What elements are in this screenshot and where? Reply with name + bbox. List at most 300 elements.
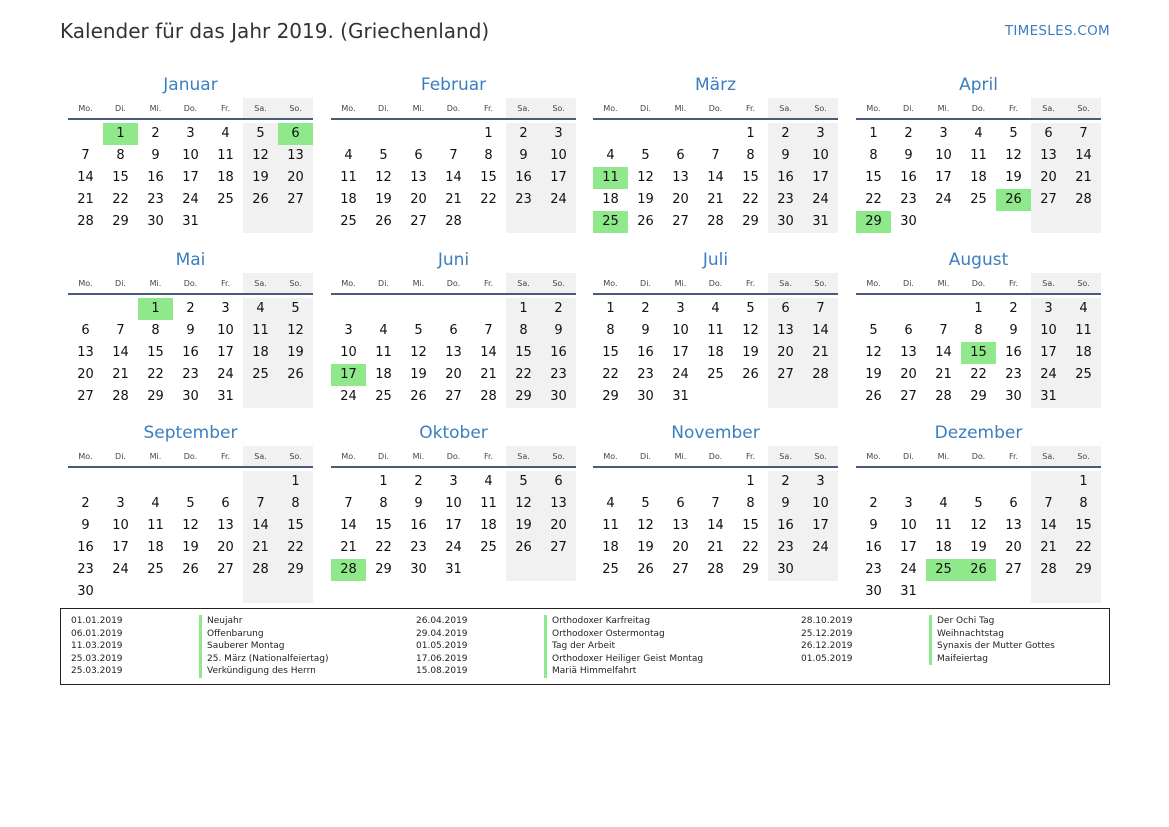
day-cell: 21: [77, 192, 94, 207]
day-cell: 7: [81, 148, 90, 163]
day-cell: 18: [147, 540, 164, 555]
empty-day-cell: [506, 559, 541, 581]
empty-day-cell: [541, 211, 576, 233]
week-row: [856, 342, 1101, 364]
day-cell: 16: [182, 345, 199, 360]
weekday-label: Sa.: [506, 98, 541, 118]
day-cell: 2: [506, 123, 541, 145]
day-cell: 16: [865, 540, 882, 555]
day-cell: 1: [746, 474, 755, 489]
weekday-label: Di.: [903, 452, 914, 461]
day-cell: 4: [606, 496, 615, 511]
day-cell: 14: [1031, 515, 1066, 537]
holiday-date: 26.12.2019: [801, 641, 853, 651]
weekday-label: Mo.: [866, 279, 881, 288]
day-cell: 2: [768, 123, 803, 145]
day-cell: 27: [768, 364, 803, 386]
day-cell: 2: [541, 298, 576, 320]
day-cell: 24: [900, 562, 917, 577]
weekday-header: [856, 446, 1101, 468]
day-cell: 14: [112, 345, 129, 360]
holiday-name: Orthodoxer Karfreitag: [544, 615, 650, 628]
empty-day-cell: [856, 298, 891, 320]
holiday-day-cell: 26: [996, 189, 1031, 211]
week-row: [331, 493, 576, 515]
holiday-day-cell: 15: [961, 342, 996, 364]
day-cell: 21: [1066, 167, 1101, 189]
day-cell: 10: [803, 145, 838, 167]
empty-day-cell: [698, 123, 733, 145]
day-cell: 2: [869, 496, 878, 511]
weekday-label: Fr.: [483, 104, 494, 113]
holiday-day-cell: 1: [103, 123, 138, 145]
empty-day-cell: [803, 559, 838, 581]
day-cell: 12: [1005, 148, 1022, 163]
day-cell: 18: [970, 170, 987, 185]
day-cell: 18: [340, 192, 357, 207]
week-row: [856, 537, 1101, 559]
weekday-header: [331, 98, 576, 120]
day-cell: 17: [217, 345, 234, 360]
week-row: [331, 471, 576, 493]
day-cell: 28: [1031, 559, 1066, 581]
day-cell: 30: [77, 584, 94, 599]
empty-day-cell: [278, 581, 313, 603]
weekday-label: Sa.: [243, 446, 278, 466]
day-cell: 25: [375, 389, 392, 404]
weekday-label: Do.: [183, 104, 198, 113]
month-2: [331, 72, 576, 233]
day-cell: 2: [81, 496, 90, 511]
day-cell: 29: [147, 389, 164, 404]
day-cell: 30: [147, 214, 164, 229]
day-cell: 11: [602, 518, 619, 533]
day-cell: 10: [900, 518, 917, 533]
day-cell: 25: [970, 192, 987, 207]
day-cell: 25: [340, 214, 357, 229]
day-cell: 3: [541, 123, 576, 145]
day-cell: 19: [637, 192, 654, 207]
weekday-label: Mi.: [412, 104, 425, 113]
day-cell: 17: [803, 167, 838, 189]
weekday-header: [68, 273, 313, 295]
week-row: [856, 320, 1101, 342]
holiday-entry: [416, 653, 703, 666]
weekday-label: Sa.: [768, 446, 803, 466]
day-cell: 20: [77, 367, 94, 382]
empty-day-cell: [471, 211, 506, 233]
day-cell: 27: [672, 562, 689, 577]
day-cell: 23: [1005, 367, 1022, 382]
day-cell: 10: [803, 493, 838, 515]
day-cell: 30: [1005, 389, 1022, 404]
weekday-label: Sa.: [1031, 446, 1066, 466]
day-cell: 22: [480, 192, 497, 207]
day-cell: 11: [707, 323, 724, 338]
day-cell: 13: [410, 170, 427, 185]
week-row: [856, 471, 1101, 493]
month-1: [68, 72, 313, 233]
empty-day-cell: [996, 471, 1031, 493]
week-row: [68, 189, 313, 211]
empty-day-cell: [138, 581, 173, 603]
holiday-name: Neujahr: [199, 615, 242, 628]
day-cell: 26: [637, 562, 654, 577]
holiday-list: [60, 608, 1110, 685]
day-cell: 22: [742, 192, 759, 207]
holiday-name: 25. März (Nationalfeiertag): [199, 653, 328, 666]
empty-day-cell: [733, 386, 768, 408]
month-6: [331, 247, 576, 408]
day-cell: 21: [480, 367, 497, 382]
week-row: [856, 493, 1101, 515]
day-cell: 27: [217, 562, 234, 577]
day-cell: 3: [1031, 298, 1066, 320]
weekday-label: So.: [803, 98, 838, 118]
holiday-entry: [416, 628, 703, 641]
holiday-name: Orthodoxer Heiliger Geist Montag: [544, 653, 703, 666]
day-cell: 7: [1066, 123, 1101, 145]
weekday-label: Do.: [708, 279, 723, 288]
day-cell: 14: [1066, 145, 1101, 167]
day-cell: 17: [445, 518, 462, 533]
day-cell: 29: [970, 389, 987, 404]
weekday-label: Fr.: [1008, 104, 1019, 113]
day-cell: 19: [410, 367, 427, 382]
day-cell: 22: [278, 537, 313, 559]
month-name: Juni: [437, 250, 470, 270]
day-cell: 1: [606, 301, 615, 316]
holiday-day-cell: 6: [278, 123, 313, 145]
day-cell: 16: [541, 342, 576, 364]
brand-link[interactable]: TIMESLES.COM: [1004, 23, 1110, 39]
day-cell: 10: [182, 148, 199, 163]
day-cell: 6: [81, 323, 90, 338]
day-cell: 3: [116, 496, 125, 511]
weekday-label: Sa.: [1031, 98, 1066, 118]
weekday-label: Di.: [640, 104, 651, 113]
day-cell: 21: [707, 192, 724, 207]
week-row: [856, 145, 1101, 167]
day-cell: 22: [147, 367, 164, 382]
week-row: [593, 493, 838, 515]
week-row: [856, 515, 1101, 537]
empty-day-cell: [243, 211, 278, 233]
day-cell: 2: [414, 474, 423, 489]
day-cell: 6: [676, 148, 685, 163]
day-cell: 30: [541, 386, 576, 408]
empty-day-cell: [173, 471, 208, 493]
weekday-label: Sa.: [506, 446, 541, 466]
day-cell: 9: [81, 518, 90, 533]
day-cell: 26: [375, 214, 392, 229]
empty-day-cell: [243, 581, 278, 603]
weekday-label: Mo.: [341, 104, 356, 113]
day-cell: 29: [1066, 559, 1101, 581]
holiday-entry: [801, 640, 1055, 653]
weekday-label: Di.: [640, 452, 651, 461]
day-cell: 16: [506, 167, 541, 189]
week-row: [68, 537, 313, 559]
holiday-day-cell: 1: [138, 298, 173, 320]
holiday-name: Verkündigung des Herrn: [199, 665, 316, 678]
month-name: November: [671, 423, 760, 443]
day-cell: 7: [116, 323, 125, 338]
weekday-label: So.: [541, 446, 576, 466]
day-cell: 22: [112, 192, 129, 207]
day-cell: 15: [112, 170, 129, 185]
empty-day-cell: [926, 581, 961, 603]
day-cell: 9: [541, 320, 576, 342]
week-row: [68, 145, 313, 167]
day-cell: 14: [340, 518, 357, 533]
day-cell: 5: [506, 471, 541, 493]
week-row: [68, 123, 313, 145]
holiday-day-cell: 25: [926, 559, 961, 581]
day-cell: 10: [1031, 320, 1066, 342]
empty-day-cell: [926, 211, 961, 233]
week-row: [331, 515, 576, 537]
day-cell: 11: [340, 170, 357, 185]
week-row: [856, 364, 1101, 386]
day-cell: 16: [1005, 345, 1022, 360]
day-cell: 10: [112, 518, 129, 533]
day-cell: 20: [672, 540, 689, 555]
day-cell: 3: [904, 496, 913, 511]
day-cell: 7: [484, 323, 493, 338]
holiday-name: Der Ochi Tag: [929, 615, 994, 628]
day-cell: 12: [742, 323, 759, 338]
empty-day-cell: [803, 386, 838, 408]
day-cell: 8: [869, 148, 878, 163]
day-cell: 21: [243, 537, 278, 559]
day-cell: 13: [672, 518, 689, 533]
holiday-name: Tag der Arbeit: [544, 640, 615, 653]
weekday-label: Do.: [971, 104, 986, 113]
day-cell: 15: [480, 170, 497, 185]
week-row: [593, 167, 838, 189]
day-cell: 28: [707, 562, 724, 577]
day-cell: 22: [506, 364, 541, 386]
weekday-header: [856, 273, 1101, 295]
day-cell: 29: [506, 386, 541, 408]
empty-day-cell: [243, 471, 278, 493]
day-cell: 31: [217, 389, 234, 404]
holiday-entry: [801, 615, 1055, 628]
week-row: [68, 342, 313, 364]
weekday-label: So.: [803, 446, 838, 466]
day-cell: 19: [742, 345, 759, 360]
weekday-label: Mo.: [603, 452, 618, 461]
empty-day-cell: [856, 471, 891, 493]
month-4: [856, 72, 1101, 233]
day-cell: 8: [379, 496, 388, 511]
day-cell: 13: [1005, 518, 1022, 533]
day-cell: 2: [904, 126, 913, 141]
weekday-label: Fr.: [745, 452, 756, 461]
empty-day-cell: [541, 559, 576, 581]
weekday-label: Fr.: [483, 279, 494, 288]
month-3: [593, 72, 838, 233]
day-cell: 23: [147, 192, 164, 207]
day-cell: 1: [379, 474, 388, 489]
week-row: [68, 515, 313, 537]
day-cell: 13: [445, 345, 462, 360]
day-cell: 13: [1031, 145, 1066, 167]
holiday-date: 28.10.2019: [801, 616, 853, 626]
day-cell: 15: [865, 170, 882, 185]
week-row: [593, 342, 838, 364]
day-cell: 17: [541, 167, 576, 189]
week-row: [593, 123, 838, 145]
empty-day-cell: [1066, 386, 1101, 408]
weekday-label: Mi.: [412, 279, 425, 288]
day-cell: 1: [1066, 471, 1101, 493]
day-cell: 18: [707, 345, 724, 360]
day-cell: 8: [116, 148, 125, 163]
weekday-label: Do.: [446, 452, 461, 461]
day-cell: 28: [1066, 189, 1101, 211]
day-cell: 13: [900, 345, 917, 360]
empty-day-cell: [996, 211, 1031, 233]
holiday-day-cell: 11: [593, 167, 628, 189]
day-cell: 13: [672, 170, 689, 185]
holiday-name: Weihnachtstag: [929, 628, 1004, 641]
day-cell: 20: [278, 167, 313, 189]
weekday-header: [593, 98, 838, 120]
day-cell: 24: [182, 192, 199, 207]
week-row: [593, 145, 838, 167]
day-cell: 25: [147, 562, 164, 577]
weekday-label: Fr.: [1008, 452, 1019, 461]
day-cell: 11: [970, 148, 987, 163]
empty-day-cell: [996, 581, 1031, 603]
holiday-name: Synaxis der Mutter Gottes: [929, 640, 1055, 653]
weekday-label: Fr.: [220, 104, 231, 113]
weekday-header: [331, 273, 576, 295]
day-cell: 4: [939, 496, 948, 511]
day-cell: 8: [746, 496, 755, 511]
day-cell: 12: [637, 170, 654, 185]
day-cell: 5: [641, 148, 650, 163]
month-8: [856, 247, 1101, 408]
holiday-day-cell: 28: [331, 559, 366, 581]
day-cell: 31: [803, 211, 838, 233]
week-row: [593, 471, 838, 493]
weekday-label: Do.: [971, 452, 986, 461]
day-cell: 13: [217, 518, 234, 533]
month-name: Mai: [175, 250, 206, 270]
day-cell: 31: [445, 562, 462, 577]
day-cell: 15: [742, 170, 759, 185]
holiday-date: 17.06.2019: [416, 653, 468, 664]
day-cell: 18: [602, 192, 619, 207]
empty-day-cell: [331, 471, 366, 493]
week-row: [593, 515, 838, 537]
empty-day-cell: [1031, 211, 1066, 233]
day-cell: 20: [900, 367, 917, 382]
weekday-label: Mi.: [149, 104, 162, 113]
day-cell: 24: [340, 389, 357, 404]
weekday-label: Di.: [378, 279, 389, 288]
day-cell: 2: [186, 301, 195, 316]
day-cell: 9: [186, 323, 195, 338]
day-cell: 31: [1031, 386, 1066, 408]
day-cell: 28: [480, 389, 497, 404]
day-cell: 6: [1009, 496, 1018, 511]
day-cell: 7: [711, 496, 720, 511]
day-cell: 10: [935, 148, 952, 163]
week-row: [593, 364, 838, 386]
day-cell: 8: [506, 320, 541, 342]
day-cell: 8: [1066, 493, 1101, 515]
weekday-label: Di.: [115, 104, 126, 113]
day-cell: 28: [112, 389, 129, 404]
holiday-column-1: [71, 615, 328, 678]
weekday-label: So.: [541, 98, 576, 118]
weekday-label: Fr.: [745, 279, 756, 288]
empty-day-cell: [68, 471, 103, 493]
day-cell: 18: [602, 540, 619, 555]
day-cell: 18: [1066, 342, 1101, 364]
month-10: [331, 420, 576, 581]
weekday-label: Mo.: [603, 279, 618, 288]
day-cell: 6: [541, 471, 576, 493]
weekday-label: Fr.: [483, 452, 494, 461]
week-row: [856, 559, 1101, 581]
holiday-column-2: [416, 615, 703, 678]
holiday-entry: [71, 628, 328, 641]
day-cell: 5: [243, 123, 278, 145]
day-cell: 2: [768, 471, 803, 493]
day-cell: 25: [707, 367, 724, 382]
weekday-label: So.: [278, 98, 313, 118]
day-cell: 11: [935, 518, 952, 533]
week-row: [331, 189, 576, 211]
day-cell: 5: [414, 323, 423, 338]
day-cell: 5: [186, 496, 195, 511]
holiday-date: 25.03.2019: [71, 653, 123, 664]
day-cell: 19: [865, 367, 882, 382]
day-cell: 7: [344, 496, 353, 511]
day-cell: 27: [445, 389, 462, 404]
holiday-entry: [71, 665, 328, 678]
empty-day-cell: [103, 298, 138, 320]
day-cell: 18: [243, 342, 278, 364]
page-title: Kalender für das Jahr 2019. (Griechenland): [60, 19, 490, 43]
day-cell: 21: [445, 192, 462, 207]
weekday-label: So.: [541, 273, 576, 293]
empty-day-cell: [278, 386, 313, 408]
day-cell: 5: [974, 496, 983, 511]
day-cell: 26: [742, 367, 759, 382]
day-cell: 29: [602, 389, 619, 404]
day-cell: 31: [672, 389, 689, 404]
day-cell: 4: [1066, 298, 1101, 320]
weekday-label: So.: [1066, 273, 1101, 293]
day-cell: 20: [541, 515, 576, 537]
day-cell: 28: [935, 389, 952, 404]
weekday-label: Sa.: [506, 273, 541, 293]
weekday-label: Fr.: [220, 279, 231, 288]
day-cell: 13: [77, 345, 94, 360]
day-cell: 3: [803, 123, 838, 145]
day-cell: 24: [935, 192, 952, 207]
weekday-label: Mi.: [149, 279, 162, 288]
day-cell: 8: [484, 148, 493, 163]
weekday-header: [68, 446, 313, 468]
day-cell: 4: [974, 126, 983, 141]
